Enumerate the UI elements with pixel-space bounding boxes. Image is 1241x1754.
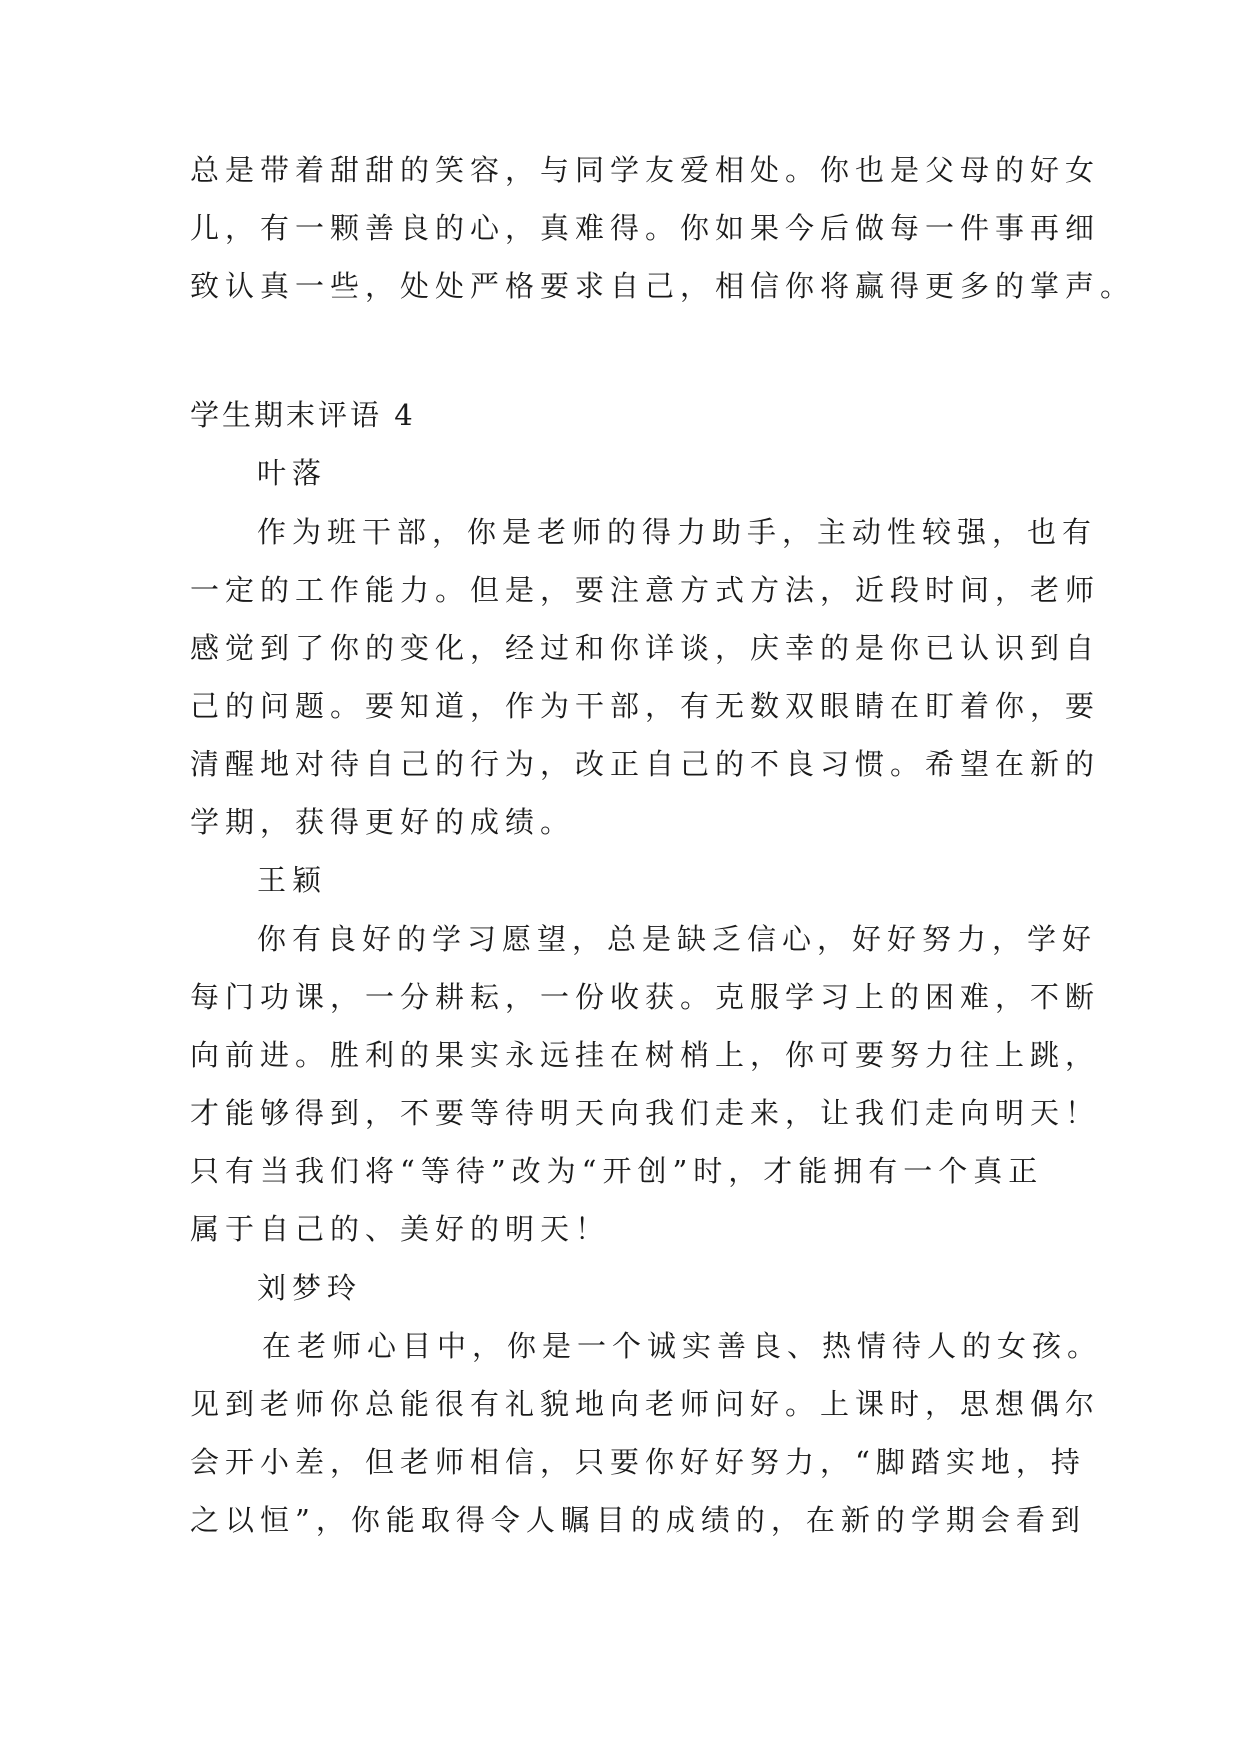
- comment-line: 属于自己的、美好的明天！: [190, 1212, 611, 1246]
- comment-line: 感觉到了你的变化，经过和你详谈，庆幸的是你已认识到自: [190, 631, 1101, 665]
- comment-line: 会开小差，但老师相信，只要你好好努力，“脚踏实地，持: [190, 1445, 1086, 1479]
- comment-line: 己的问题。要知道，作为干部，有无数双眼睛在盯着你，要: [190, 689, 1101, 723]
- paragraph-line: 儿，有一颗善良的心，真难得。你如果今后做每一件事再细: [190, 211, 1101, 245]
- comment-line: 作为班干部，你是老师的得力助手，主动性较强，也有: [257, 515, 1098, 549]
- paragraph-line: 总是带着甜甜的笑容，与同学友爱相处。你也是父母的好女: [190, 153, 1101, 187]
- comment-line: 在老师心目中，你是一个诚实善良、热情待人的女孩。: [262, 1329, 1103, 1363]
- section-title: 学生期末评语 4: [190, 398, 416, 432]
- comment-line: 你有良好的学习愿望，总是缺乏信心，好好努力，学好: [257, 922, 1098, 956]
- student-name: 叶落: [257, 456, 328, 490]
- comment-line: 向前进。胜利的果实永远挂在树梢上，你可要努力往上跳，: [190, 1038, 1101, 1072]
- comment-line: 清醒地对待自己的行为，改正自己的不良习惯。希望在新的: [190, 747, 1101, 781]
- comment-line: 一定的工作能力。但是，要注意方式方法，近段时间，老师: [190, 573, 1101, 607]
- student-name: 刘梦玲: [257, 1271, 363, 1305]
- comment-line: 之以恒”，你能取得令人瞩目的成绩的，在新的学期会看到: [190, 1503, 1086, 1537]
- paragraph-line: 致认真一些，处处严格要求自己，相信你将赢得更多的掌声。: [190, 269, 1136, 303]
- comment-line: 才能够得到，不要等待明天向我们走来，让我们走向明天！: [190, 1096, 1101, 1130]
- comment-line: 只有当我们将“等待”改为“开创”时，才能拥有一个真正: [190, 1154, 1044, 1188]
- student-name: 王颖: [257, 863, 328, 897]
- comment-line: 每门功课，一分耕耘，一份收获。克服学习上的困难，不断: [190, 980, 1101, 1014]
- comment-line: 见到老师你总能很有礼貌地向老师问好。上课时，思想偶尔: [190, 1387, 1101, 1421]
- comment-line: 学期，获得更好的成绩。: [190, 805, 576, 839]
